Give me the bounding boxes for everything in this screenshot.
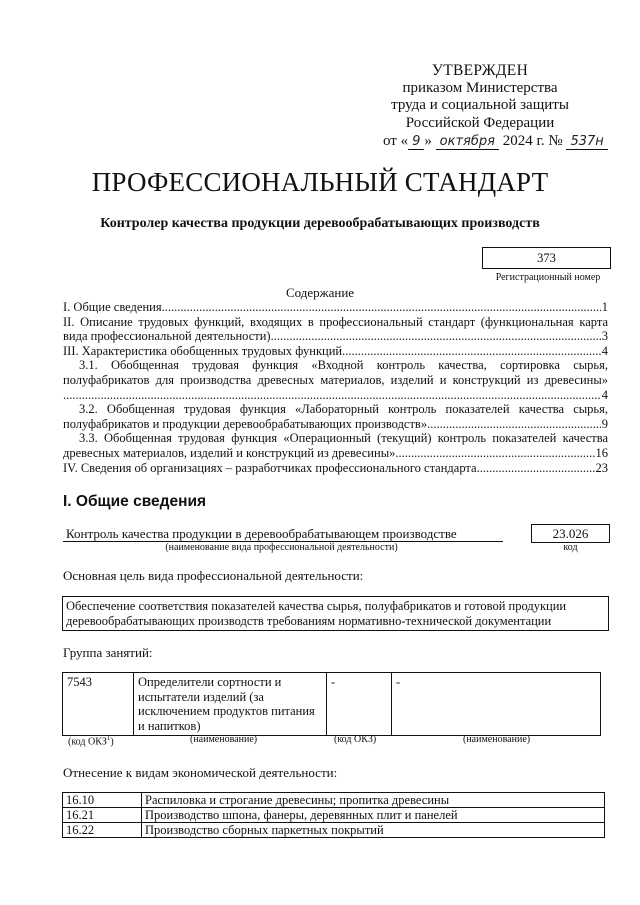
caption-okz-code-2: (код ОКЗ) — [334, 734, 377, 745]
toc-item-text: древесных материалов, изделий и конструкций из древесины» — [63, 445, 396, 460]
goal-box — [62, 596, 609, 631]
toc-item-text: 3.3. Обобщенная трудовая функция «Операционный (текущий) контроль показателей качества — [79, 431, 608, 446]
okz-name-line: Определители сортности и — [138, 675, 282, 689]
date-mid: » — [424, 133, 432, 149]
okved-table — [62, 792, 605, 838]
okz-code-cell: 7543 — [63, 673, 134, 736]
toc-item-text: полуфабрикатов для производства древесных материалов, изделий и конструкций из древесины» — [63, 372, 608, 387]
section-heading: I. Общие сведения — [63, 493, 207, 510]
table-row — [63, 793, 605, 808]
toc-item-3-1[interactable] — [63, 358, 608, 402]
approval-date-line — [383, 133, 608, 150]
goal-text-line: Обеспечение соответствия показателей качества сырья, полуфабрикатов и готовой продукции — [66, 599, 567, 613]
registration-number-label: Регистрационный номер — [495, 272, 601, 283]
toc-item-text: I. Общие сведения — [63, 300, 162, 314]
toc-item-text: 3.2. Обобщенная трудовая функция «Лабораторный контроль показателей качества сырья, — [79, 402, 608, 417]
toc-page: 1 — [601, 300, 608, 314]
page-title: ПРОФЕССИОНАЛЬНЫЙ СТАНДАРТ — [91, 167, 549, 197]
toc-item-text: 3.1. Обобщенная трудовая функция «Входной контроль качества, сортировка сырья, — [79, 358, 608, 373]
goal-text-line: деревообрабатывающих производств требованиям нормативно-технической документации — [66, 613, 552, 628]
caption-name-2: (наименование) — [463, 734, 531, 745]
toc-heading: Содержание — [285, 285, 355, 300]
footnote-mark: 1 — [106, 734, 111, 742]
approval-line-ministry: труда и социальной защиты — [391, 97, 569, 113]
activity-code-caption: код — [563, 542, 578, 553]
toc-item-3-2[interactable] — [63, 402, 608, 431]
toc-item-1[interactable] — [63, 300, 608, 315]
caption-text: (код ОКЗ — [68, 736, 107, 748]
toc-page: 9 — [601, 416, 608, 431]
toc-item-text: полуфабрикатов и продукции деревообрабатывающих производств» — [63, 416, 428, 431]
toc-leader — [162, 300, 601, 315]
toc-item-4[interactable] — [63, 461, 608, 476]
approval-line-country: Российской Федерации — [405, 114, 555, 131]
activity-kind-caption: (наименование вида профессиональной деятельности) — [165, 542, 398, 553]
okz-name-line: испытатели изделий (за — [138, 689, 264, 704]
okz-name-line: исключением продуктов питания — [138, 704, 315, 719]
occupation-group-table — [62, 672, 601, 736]
okved-code: 16.10 — [63, 793, 142, 808]
toc-leader — [271, 329, 601, 344]
toc-item-text: III. Характеристика обобщенных трудовых функций — [63, 343, 343, 358]
economic-activity-label: Отнесение к видам экономической деятельности: — [63, 765, 338, 780]
date-year: 2024 г. № — [502, 133, 563, 149]
approval-block — [380, 62, 580, 132]
toc-item-3-3[interactable] — [63, 431, 608, 460]
okved-code: 16.22 — [63, 823, 142, 838]
okved-name: Производство сборных паркетных покрытий — [142, 823, 605, 838]
toc-page: 3 — [601, 329, 608, 344]
handwritten-day: 9 — [408, 134, 424, 150]
toc-item-2[interactable] — [63, 315, 608, 344]
approval-line-order: приказом Министерства — [402, 79, 558, 96]
caption-okz-code — [68, 734, 114, 747]
page-subtitle: Контролер качества продукции деревообрабатывающих производств — [100, 216, 540, 231]
goal-label: Основная цель вида профессиональной деятельности: — [63, 568, 364, 583]
caption-name: (наименование) — [190, 734, 258, 745]
toc-leader — [427, 417, 601, 432]
okved-name: Распиловка и строгание древесины; пропитка древесины — [142, 793, 605, 808]
table-row — [63, 823, 605, 838]
toc-page: 16 — [595, 445, 608, 460]
toc-leader — [477, 461, 595, 476]
caption-text: ) — [110, 736, 114, 748]
okved-code: 16.21 — [63, 808, 142, 823]
activity-code-box: 23.026 — [531, 524, 610, 543]
handwritten-month: октября — [436, 134, 499, 150]
okz-name-cell — [134, 673, 327, 736]
table-row — [63, 808, 605, 823]
approval-line-approved: УТВЕРЖДЕН — [431, 62, 529, 79]
toc-page: 4 — [601, 343, 608, 358]
okz-name-cell: - — [392, 673, 601, 736]
toc-leader — [395, 446, 594, 461]
toc-page: 23 — [595, 460, 608, 475]
toc-page: 4 — [601, 387, 608, 402]
handwritten-number: 537н — [566, 134, 607, 150]
okz-name-line: и напитков) — [138, 718, 201, 733]
toc-leader — [342, 344, 601, 359]
okved-name: Производство шпона, фанеры, деревянных плит и панелей — [142, 808, 605, 823]
toc-item-text: II. Описание трудовых функций, входящих в профессиональный стандарт (функциональная карта — [63, 314, 608, 329]
registration-number-box: 373 — [482, 247, 611, 269]
activity-kind-field: Контроль качества продукции в деревообрабатывающем производстве — [63, 526, 503, 542]
table-row — [63, 673, 601, 736]
table-of-contents — [63, 300, 608, 475]
toc-leader — [63, 388, 601, 403]
toc-item-3[interactable] — [63, 344, 608, 359]
toc-item-text: IV. Сведения об организациях – разработчиках профессионального стандарта — [63, 460, 477, 475]
occupation-group-label: Группа занятий: — [63, 645, 153, 660]
okz-code-cell: - — [327, 673, 392, 736]
date-prefix: от « — [383, 133, 409, 149]
toc-item-text: вида профессиональной деятельности) — [63, 329, 271, 344]
